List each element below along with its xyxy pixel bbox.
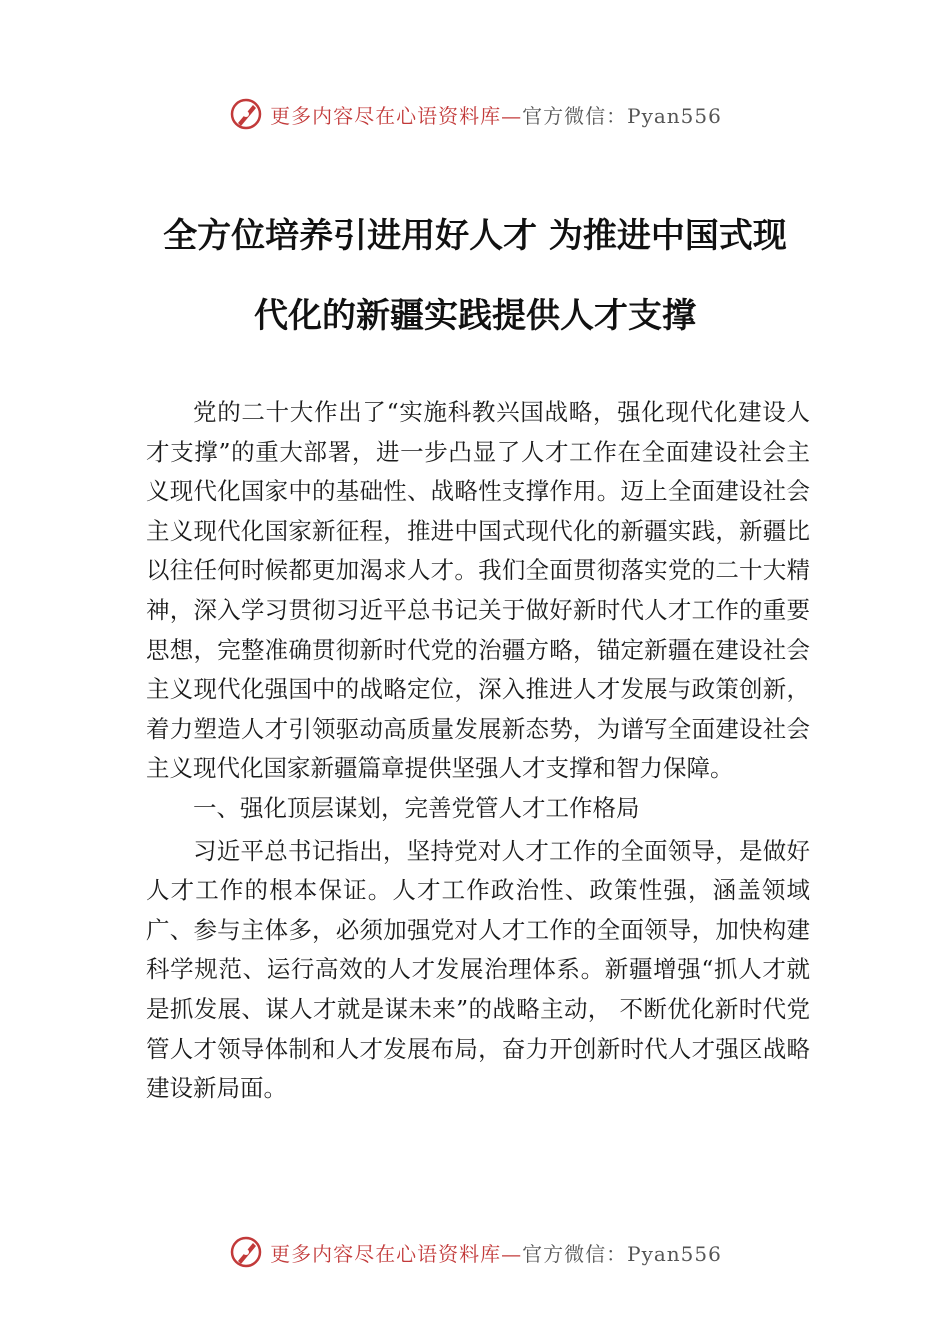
title-line-1: 全方位培养引进用好人才 为推进中国式现 [163,216,787,256]
watermark-text: 更多内容尽在心语资料库—官方微信：Pyan556 [270,103,722,128]
pen-logo-icon [228,96,264,132]
paragraph-2: 习近平总书记指出，坚持党对人才工作的全面领导，是做好人才工作的根本保证。人才工作政治性、政策性强，涵盖领域广、参与主体多，必须加强党对人才工作的全面领导，加快构建科学规范、运行高效的人才发展治理体系。新疆增强“抓人才就是抓发展、谋人才就是谋未来”的战略主动， 不断优化新时代党管人才领导体制和人才发展布局，奋力开创新时代人才强区战略建设新局面。 [146,836,810,1103]
paragraph-1: 党的二十大作出了“实施科教兴国战略，强化现代化建设人才支撑”的重大部署，进一步凸显了人才工作在全面建设社会主义现代化国家中的基础性、战略性支撑作用。迈上全面建设社会主义现代化国家新征程，推进中国式现代化的新疆实践，新疆比以往任何时候都更加渴求人才。我们全面贯彻落实党的二十大精神，深入学习贯彻习近平总书记关于做好新时代人才工作的重要思想，完整准确贯彻新时代党的治疆方略，锚定新疆在建设社会主义现代化强国中的战略定位，深入推进人才发展与政策创新，着力塑造人才引领驱动高质量发展新态势，为谱写全面建设社会主义现代化国家新疆篇章提供坚强人才支撑和智力保障。 [146,398,810,783]
title-line-2: 代化的新疆实践提供人才支撑 [254,296,696,336]
section-heading-1: 一、强化顶层谋划，完善党管人才工作格局 [193,793,640,822]
pen-logo-icon [228,1234,264,1270]
document-body [146,393,810,1109]
footer-watermark [0,1232,950,1272]
document-title [140,196,810,356]
header-watermark [0,94,950,134]
watermark-text: 更多内容尽在心语资料库—官方微信：Pyan556 [270,1241,722,1266]
